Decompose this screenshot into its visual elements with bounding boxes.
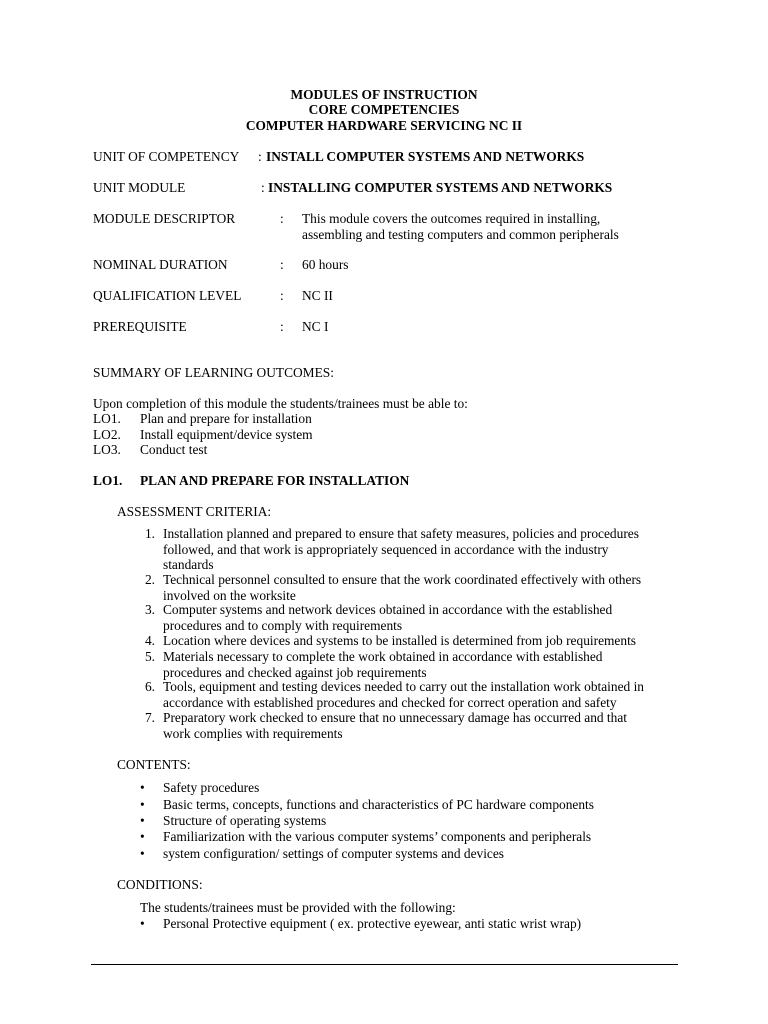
bullet-icon: • — [140, 813, 145, 828]
criteria-line: Technical personnel consulted to ensure that the work coordinated effectively with others — [163, 572, 642, 587]
criteria-line: standards — [163, 557, 214, 573]
contents-heading: CONTENTS: — [117, 757, 191, 772]
prerequisite-value: NC I — [302, 319, 329, 334]
qualification-level-value: NC II — [302, 288, 333, 303]
footer-divider — [91, 964, 678, 965]
criteria-line: Computer systems and network devices obtained in accordance with the established — [163, 602, 613, 617]
unit-module-sep: : — [261, 180, 265, 195]
conditions-heading: CONDITIONS: — [117, 877, 203, 892]
criteria-line: followed, and that work is appropriately sequenced in accordance with the industry — [163, 541, 609, 557]
module-descriptor-sep: : — [280, 211, 284, 226]
unit-of-competency-value: INSTALL COMPUTER SYSTEMS AND NETWORKS — [266, 149, 585, 164]
criteria-line: Installation planned and prepared to ensure that safety measures, policies and procedures — [163, 526, 639, 541]
criteria-line: Location where devices and systems to be installed is determined from job requirements — [163, 633, 637, 648]
bullet-icon: • — [140, 846, 145, 861]
bullet-icon: • — [140, 780, 145, 795]
conditions-item-text: Personal Protective equipment ( ex. protective eyewear, anti static wrist wrap) — [163, 916, 582, 931]
criteria-number: 3. — [144, 602, 155, 617]
qualification-level-label: QUALIFICATION LEVEL — [93, 288, 242, 303]
qualification-level-sep: : — [280, 288, 284, 303]
criteria-line: procedures and to comply with requirements — [163, 617, 403, 633]
criteria-number: 1. — [144, 526, 155, 541]
bullet-icon: • — [140, 829, 145, 844]
nominal-duration-label: NOMINAL DURATION — [93, 257, 228, 272]
criteria-number: 4. — [144, 633, 155, 648]
criteria-line: work complies with requirements — [163, 725, 343, 741]
criteria-number: 5. — [144, 649, 155, 664]
nominal-duration-sep: : — [280, 257, 284, 272]
prerequisite-label: PREREQUISITE — [93, 319, 187, 334]
outcome-code: LO1. — [93, 411, 121, 426]
criteria-line: procedures and checked against job requirements — [163, 664, 427, 680]
doc-title-line2: CORE COMPETENCIES — [308, 102, 460, 117]
module-descriptor-label: MODULE DESCRIPTOR — [93, 211, 236, 226]
summary-heading: SUMMARY OF LEARNING OUTCOMES: — [93, 365, 334, 380]
nominal-duration-value: 60 hours — [302, 257, 349, 272]
module-descriptor-value-line2: assembling and testing computers and common peripherals — [302, 227, 619, 242]
outcome-text: Plan and prepare for installation — [140, 411, 312, 426]
criteria-number: 2. — [144, 572, 155, 587]
outcome-code: LO2. — [93, 427, 121, 442]
unit-module-label: UNIT MODULE — [93, 180, 186, 195]
contents-item-text: system configuration/ settings of computer systems and devices — [163, 846, 505, 861]
outcome-text: Install equipment/device system — [140, 427, 313, 442]
contents-item-text: Familiarization with the various computer systems’ components and peripherals — [163, 829, 592, 844]
outcome-text: Conduct test — [140, 442, 208, 457]
lo1-title: PLAN AND PREPARE FOR INSTALLATION — [140, 473, 410, 488]
contents-item-text: Safety procedures — [163, 780, 260, 795]
lo1-code: LO1. — [93, 473, 123, 488]
unit-of-competency-label: UNIT OF COMPETENCY — [93, 149, 240, 164]
unit-of-competency-sep: : — [258, 149, 262, 164]
conditions-intro: The students/trainees must be provided with the following: — [140, 900, 456, 915]
module-descriptor-value-line1: This module covers the outcomes required in installing, — [302, 211, 601, 226]
contents-item-text: Structure of operating systems — [163, 813, 327, 828]
assessment-criteria-heading: ASSESSMENT CRITERIA: — [117, 504, 272, 519]
bullet-icon: • — [140, 916, 145, 931]
criteria-number: 7. — [144, 710, 155, 725]
prerequisite-sep: : — [280, 319, 284, 334]
doc-title-line1: MODULES OF INSTRUCTION — [290, 87, 478, 102]
criteria-line: Tools, equipment and testing devices needed to carry out the installation work obtained in — [163, 679, 645, 694]
criteria-line: involved on the worksite — [163, 587, 296, 603]
criteria-number: 6. — [144, 679, 155, 694]
criteria-line: Preparatory work checked to ensure that no unnecessary damage has occurred and that — [163, 710, 628, 725]
outcome-code: LO3. — [93, 442, 121, 457]
criteria-line: accordance with established procedures and checked for correct operation and safety — [163, 694, 617, 710]
unit-module-value: INSTALLING COMPUTER SYSTEMS AND NETWORKS — [268, 180, 613, 195]
doc-title-line3: COMPUTER HARDWARE SERVICING NC II — [245, 118, 523, 133]
contents-item-text: Basic terms, concepts, functions and characteristics of PC hardware components — [163, 797, 594, 812]
summary-intro: Upon completion of this module the students/trainees must be able to: — [93, 396, 468, 411]
bullet-icon: • — [140, 797, 145, 812]
criteria-line: Materials necessary to complete the work obtained in accordance with established — [163, 649, 603, 664]
